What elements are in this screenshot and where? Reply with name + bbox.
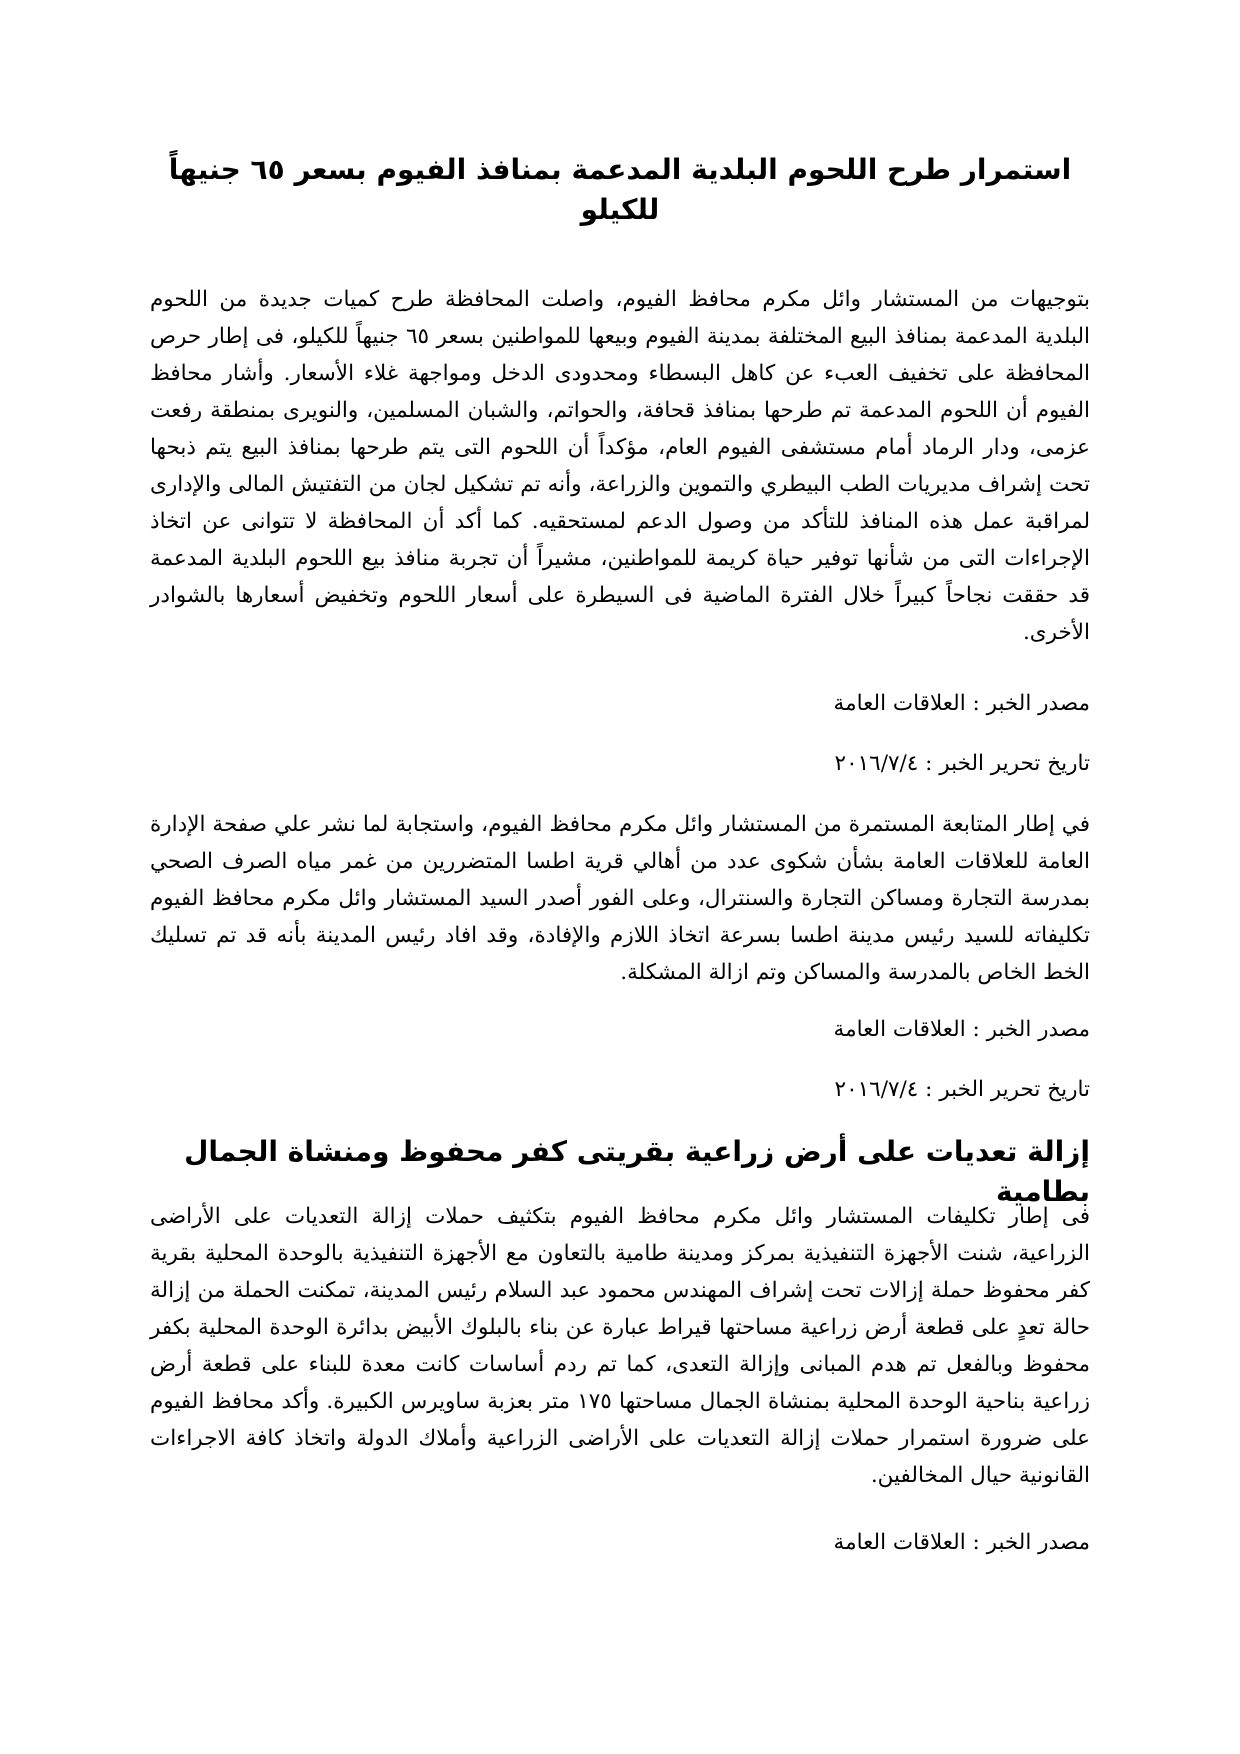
article-3-title: إزالة تعديات على أرض زراعية بقريتى كفر محفوظ ومنشاة الجمال بطامية: [184, 1135, 1090, 1208]
article-1-date: تاريخ تحرير الخبر : ٢٠١٦/٧/٤: [834, 751, 1090, 776]
article-2-date: تاريخ تحرير الخبر : ٢٠١٦/٧/٤: [834, 1077, 1090, 1102]
article-1-body: بتوجيهات من المستشار وائل مكرم محافظ الفيوم، واصلت المحافظة طرح كميات جديدة من اللحوم البلدية المدعمة بمنافذ البيع المختلفة بمدينة الفيوم وبيعها للمواطنين بسعر ٦٥ جنيهاً للكيلو، فى إطار حرص المحافظة على تخفيف العبء عن كاهل البسطاء ومحدودى الدخل ومواجهة غلاء الأسعار. وأشار محافظ الفيوم أن اللحوم المدعمة تم طرحها بمنافذ قحافة، والحواتم، والشبان المسلمين، والنويرى بمنطقة رفعت عزمى، ودار الرماد أمام مستشفى الفيوم العام، مؤكداً أن اللحوم التى يتم طرحها بمنافذ البيع يتم ذبحها تحت إشراف مديريات الطب البيطري والتموين والزراعة، وأنه تم تشكيل لجان من التفتيش المالى والإدارى لمراقبة عمل هذه المنافذ للتأكد من وصول الدعم لمستحقيه. كما أكد أن المحافظة لا تتوانى عن اتخاذ الإجراءات التى من شأنها توفير حياة كريمة للمواطنين، مشيراً أن تجربة منافذ بيع اللحوم البلدية المدعمة قد حققت نجاحاً كبيراً خلال الفترة الماضية فى السيطرة على أسعار اللحوم وتخفيض أسعارها بالشوادر الأخرى.: [150, 287, 1090, 645]
article-3-body: فى إطار تكليفات المستشار وائل مكرم محافظ الفيوم بتكثيف حملات إزالة التعديات على الأراضى الزراعية، شنت الأجهزة التنفيذية بمركز ومدينة طامية بالتعاون مع الأجهزة التنفيذية بالوحدة المحلية بقرية كفر محفوظ حملة إزالات تحت إشراف المهندس محمود عبد السلام رئيس المدينة، تمكنت الحملة من إزالة حالة تعدٍ على قطعة أرض زراعية مساحتها قيراط عبارة عن بناء بالبلوك الأبيض بدائرة الوحدة المحلية بكفر محفوظ وبالفعل تم هدم المبانى وإزالة التعدى، كما تم ردم أساسات كانت معدة للبناء على قطعة أرض زراعية بناحية الوحدة المحلية بمنشاة الجمال مساحتها ١٧٥ متر بعزبة ساويرس الكبيرة. وأكد محافظ الفيوم على ضرورة استمرار حملات إزالة التعديات على الأراضى الزراعية وأملاك الدولة واتخاذ كافة الاجراءات القانونية حيال المخالفين.: [150, 1204, 1091, 1488]
article-2-source: مصدر الخبر : العلاقات العامة: [833, 1017, 1090, 1042]
article-1-source: مصدر الخبر : العلاقات العامة: [833, 691, 1090, 716]
article-2-body: في إطار المتابعة المستمرة من المستشار وائل مكرم محافظ الفيوم، واستجابة لما نشر علي صفحة الإدارة العامة للعلاقات العامة بشأن شكوى عدد من أهالي قرية اطسا المتضررين من غمر مياه الصرف الصحي بمدرسة التجارة ومساكن التجارة والسنترال، وعلى الفور أصدر السيد المستشار وائل مكرم محافظ الفيوم تكليفاته للسيد رئيس مدينة اطسا بسرعة اتخاذ اللازم والإفادة، وقد افاد رئيس المدينة بأنه قد تم تسليك الخط الخاص بالمدرسة والمساكن وتم ازالة المشكلة.: [150, 812, 1090, 985]
article-1-title: استمرار طرح اللحوم البلدية المدعمة بمنافذ الفيوم بسعر ٦٥ جنيهاً للكيلو: [168, 153, 1072, 226]
article-3-source: مصدر الخبر : العلاقات العامة: [833, 1530, 1090, 1555]
